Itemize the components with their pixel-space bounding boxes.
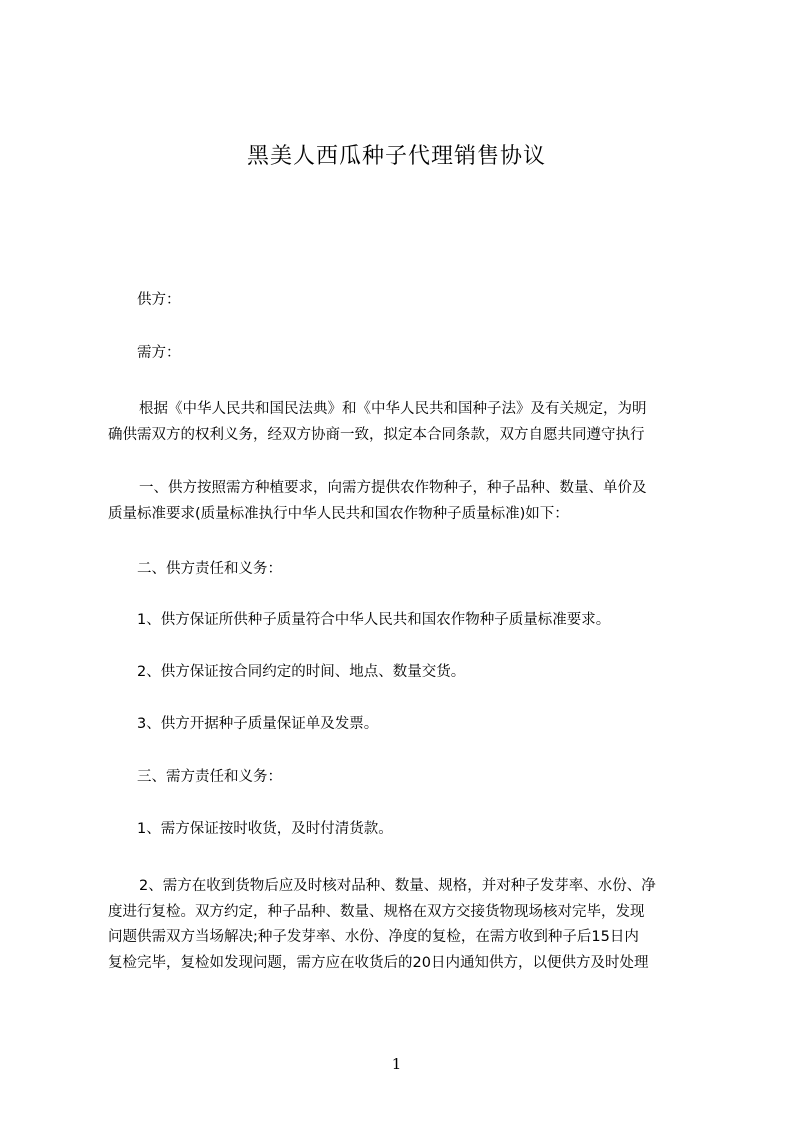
clause-1-paragraph	[108, 476, 708, 527]
supplier-label	[108, 288, 708, 314]
section-2-heading	[108, 557, 708, 583]
clause-1-line-1: 一、供方按照需方种植要求，向需方提供农作物种子，种子品种、数量、单价及	[139, 480, 647, 496]
page-title: 黑美人西瓜种子代理销售协议	[246, 144, 546, 169]
section-3-item-1	[108, 817, 708, 843]
buyer-label	[108, 341, 708, 367]
section-2-item-2	[108, 660, 708, 686]
section-2-item-3	[108, 712, 708, 738]
section-2-item-3-text: 3、供方开据种子质量保证单及发票。	[137, 716, 379, 732]
section-3-item-2-line-1: 2、需方在收到货物后应及时核对品种、数量、规格，并对种子发芽率、水份、净	[139, 878, 656, 894]
buyer-label-text: 需方：	[137, 345, 181, 361]
preamble-paragraph	[108, 397, 708, 448]
section-3-heading	[108, 765, 708, 791]
section-2-heading-text: 二、供方责任和义务：	[137, 561, 282, 577]
section-3-heading-text: 三、需方责任和义务：	[137, 769, 282, 785]
clause-1-line-2: 质量标准要求(质量标准执行中华人民共和国农作物种子质量标准)如下：	[108, 505, 569, 522]
section-3-item-2-line-2: 度进行复检。双方约定，种子品种、数量、规格在双方交接货物现场核对完毕，发现	[108, 903, 645, 920]
section-2-item-1	[108, 608, 708, 634]
section-3-item-2-line-3: 问题供需双方当场解决;种子发芽率、水份、净度的复检，在需方收到种子后15日内	[108, 929, 639, 945]
section-2-item-1-text: 1、供方保证所供种子质量符合中华人民共和国农作物种子质量标准要求。	[137, 612, 611, 628]
section-2-item-2-text: 2、供方保证按合同约定的时间、地点、数量交货。	[137, 664, 466, 680]
page-number: 1	[391, 1055, 402, 1073]
section-3-item-2-line-4: 复检完毕，复检如发现问题，需方应在收货后的20日内通知供方，以便供方及时处理	[108, 954, 649, 971]
preamble-line-1: 根据《中华人民共和国民法典》和《中华人民共和国种子法》及有关规定，为明	[139, 401, 647, 417]
section-3-item-1-text: 1、需方保证按时收货，及时付清货款。	[137, 821, 393, 837]
section-3-item-2	[108, 874, 708, 976]
preamble-line-2: 确供需双方的权利义务，经双方协商一致，拟定本合同条款，双方自愿共同遵守执行	[108, 426, 645, 443]
supplier-label-text: 供方：	[137, 292, 181, 308]
